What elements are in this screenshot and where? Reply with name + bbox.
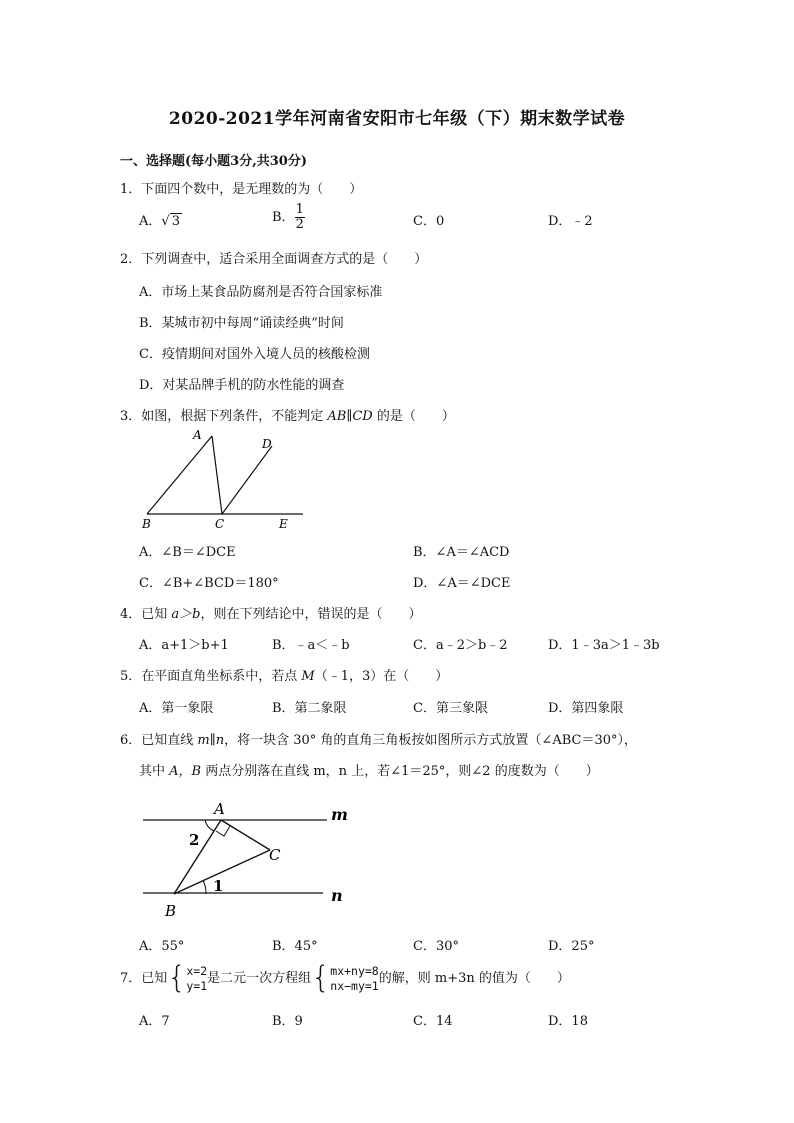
question-2-option-c: C．疫情期间对国外入境人员的核酸检测	[139, 347, 370, 362]
equation-system-1: x=2 y=1	[186, 963, 208, 993]
question-5-option-c: C．第三象限	[413, 701, 488, 716]
label-C: C	[215, 517, 225, 531]
question-6-option-d: D．25°	[548, 939, 595, 954]
question-5-option-b: B．第二象限	[272, 701, 347, 716]
question-2-option-b: B．某城市初中每周“诵读经典”时间	[139, 316, 344, 331]
question-6-option-a: A．55°	[139, 939, 185, 954]
question-7-option-d: D．18	[548, 1014, 588, 1029]
question-7-stem: 7．已知{ x=2 y=1 是二元一次方程组{ mx+ny=8 nx−my=1 的解，则 m+3n 的值为（ ）	[120, 960, 570, 996]
label-E: E	[279, 517, 288, 531]
question-2-stem: 2．下列调查中，适合采用全面调查方式的是（ ）	[120, 252, 428, 267]
question-4-option-b: B．﹣a＜﹣b	[272, 638, 350, 653]
question-3-stem: 3．如图，根据下列条件，不能判定 AB∥CD 的是（ ）	[120, 409, 455, 424]
question-4-option-a: A．a+1＞b+1	[139, 638, 229, 653]
fraction: $\frac{1}{2}$	[295, 202, 304, 232]
label-B: B	[165, 902, 177, 920]
question-5-option-a: A．第一象限	[139, 701, 214, 716]
question-3-option-c: C．∠B+∠BCD＝180°	[139, 576, 279, 591]
question-7-option-a: A．7	[139, 1014, 170, 1029]
question-3-option-a: A．∠B＝∠DCE	[139, 545, 236, 560]
option-b-label: B．	[272, 210, 295, 225]
figure-q3	[135, 424, 315, 532]
question-5-stem: 5．在平面直角坐标系中，若点 M（﹣1，3）在（ ）	[120, 669, 449, 684]
question-1-option-d: D．﹣2	[548, 214, 593, 229]
question-7-option-c: C．14	[413, 1014, 453, 1029]
label-A: A	[214, 800, 225, 818]
question-1-option-b	[272, 203, 305, 232]
question-3-option-d: D．∠A＝∠DCE	[413, 576, 511, 591]
question-1-stem: 1．下面四个数中，是无理数的为（ ）	[120, 182, 363, 197]
question-6-option-b: B．45°	[272, 939, 318, 954]
label-A: A	[193, 428, 202, 442]
question-4-option-d: D．1﹣3a＞1﹣3b	[548, 638, 660, 653]
question-6-stem-line-1: 6．已知直线 m∥n，将一块含 30° 角的直角三角板按如图所示方式放置（∠ABC＝30°），	[120, 733, 637, 748]
left-brace-icon: {	[167, 960, 187, 996]
question-4-stem: 4．已知 a＞b，则在下列结论中，错误的是（ ）	[120, 607, 422, 622]
question-6-stem-line-2: 其中 A，B 两点分别落在直线 m，n 上，若∠1＝25°，则∠2 的度数为（ ）	[139, 764, 599, 779]
page-title: 2020-2021学年河南省安阳市七年级（下）期末数学试卷	[168, 109, 626, 129]
label-angle-2: 2	[189, 831, 200, 849]
question-2-option-a: A．市场上某食品防腐剂是否符合国家标准	[139, 285, 383, 300]
left-brace-icon: {	[311, 960, 331, 996]
label-C: C	[269, 846, 281, 864]
option-a-label: A．	[139, 214, 162, 229]
label-B: B	[142, 517, 151, 531]
question-1-option-a	[139, 210, 182, 229]
question-1-option-c: C．0	[413, 214, 445, 229]
label-angle-1: 1	[213, 877, 224, 895]
label-D: D	[262, 437, 272, 451]
section-heading: 一、选择题(每小题3分,共30分)	[120, 154, 307, 169]
question-5-option-d: D．第四象限	[548, 701, 624, 716]
sqrt-expression: √ 3	[161, 214, 180, 229]
question-2-option-d: D．对某品牌手机的防水性能的调查	[139, 378, 345, 393]
question-6-option-c: C．30°	[413, 939, 459, 954]
equation-system-2: mx+ny=8 nx−my=1	[330, 963, 379, 993]
question-7-option-b: B．9	[272, 1014, 303, 1029]
figure-q6	[135, 790, 365, 925]
question-4-option-c: C．a﹣2＞b﹣2	[413, 638, 508, 653]
label-m: m	[331, 805, 348, 824]
label-n: n	[331, 886, 343, 905]
question-3-option-b: B．∠A＝∠ACD	[413, 545, 510, 560]
